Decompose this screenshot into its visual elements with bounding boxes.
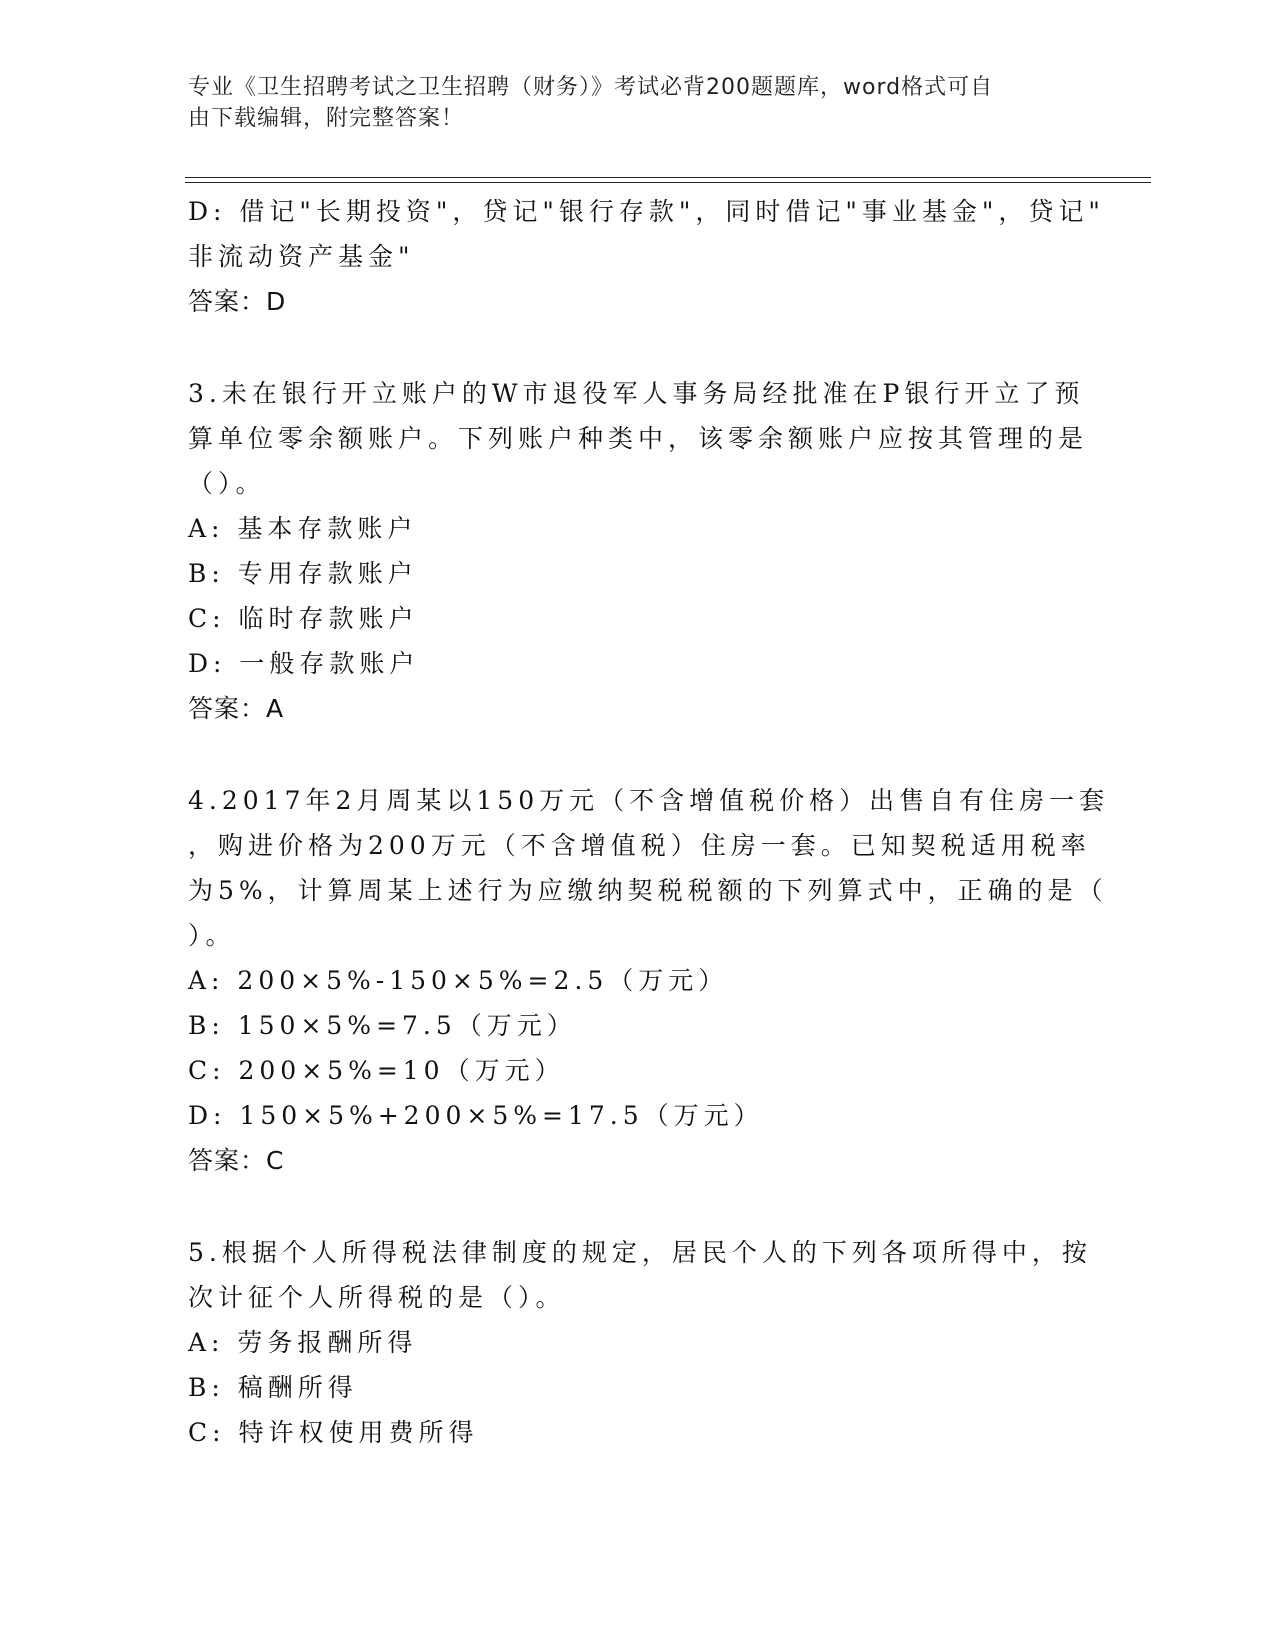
option-line: B: 150×5%=7.5（万元）	[188, 1011, 577, 1040]
question-line: ，购进价格为200万元（不含增值税）住房一套。已知契税适用税率	[188, 831, 1091, 860]
answer-line: 答案：A	[188, 694, 285, 723]
question-line: 3.未在银行开立账户的W市退役军人事务局经批准在P银行开立了预	[188, 379, 1085, 408]
block-gap	[188, 324, 1068, 371]
block-gap	[188, 731, 1068, 778]
question-block	[188, 189, 1105, 324]
question-line: 次计征个人所得税的是（）。	[188, 1283, 566, 1312]
block-gap	[188, 1183, 1068, 1230]
document-body	[188, 189, 1110, 1455]
option-line: D: 150×5%+200×5%=17.5（万元）	[188, 1101, 764, 1130]
header-rule-bottom	[185, 182, 1151, 183]
option-line: B: 专用存款账户	[188, 559, 418, 588]
option-line: D: 一般存款账户	[188, 649, 420, 678]
option-line: A: 200×5%-150×5%=2.5（万元）	[188, 966, 729, 995]
option-line: C: 特许权使用费所得	[188, 1418, 479, 1447]
question-line: 为5%，计算周某上述行为应缴纳契税税额的下列算式中，正确的是（	[188, 876, 1108, 905]
question-line: 算单位零余额账户。下列账户种类中，该零余额账户应按其管理的是	[188, 424, 1089, 453]
option-line: A: 基本存款账户	[188, 514, 418, 543]
question-line: ）。	[188, 921, 236, 950]
question-line: （）。	[188, 469, 266, 498]
option-line: A: 劳务报酬所得	[188, 1328, 418, 1357]
option-line: C: 200×5%=10（万元）	[188, 1056, 565, 1085]
answer-line: 答案：D	[188, 287, 287, 316]
document-header	[188, 72, 1068, 134]
question-line: D: 借记"长期投资"，贷记"银行存款"，同时借记"事业基金"，贷记"	[188, 197, 1105, 226]
question-block	[188, 371, 1089, 731]
question-line: 4.2017年2月周某以150万元（不含增值税价格）出售自有住房一套	[188, 786, 1110, 815]
question-line: 非流动资产基金"	[188, 242, 415, 271]
option-line: B: 稿酬所得	[188, 1373, 358, 1402]
header-line-2: 由下载编辑，附完整答案！	[188, 106, 465, 131]
question-block	[188, 1230, 1092, 1455]
question-line: 5.根据个人所得税法律制度的规定，居民个人的下列各项所得中，按	[188, 1238, 1092, 1267]
question-block	[188, 778, 1110, 1183]
header-line-1: 专业《卫生招聘考试之卫生招聘（财务）》考试必背200题题库，word格式可自	[188, 75, 994, 100]
header-rule-top	[185, 177, 1151, 178]
option-line: C: 临时存款账户	[188, 604, 419, 633]
answer-line: 答案：C	[188, 1146, 285, 1175]
